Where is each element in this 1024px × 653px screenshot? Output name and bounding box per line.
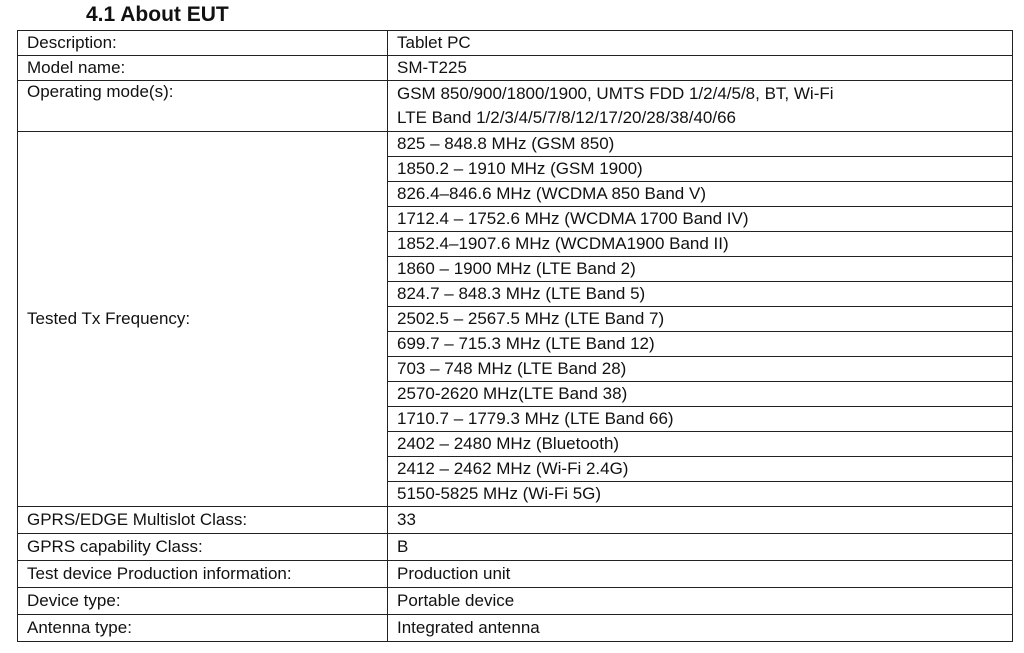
- model-value: SM-T225: [388, 56, 1013, 81]
- tx-frequency-label: Tested Tx Frequency:: [18, 132, 388, 507]
- tx-frequency-value: 1860 – 1900 MHz (LTE Band 2): [388, 257, 1013, 282]
- tx-frequency-value: 1710.7 – 1779.3 MHz (LTE Band 66): [388, 407, 1013, 432]
- operating-modes-line: LTE Band 1/2/3/4/5/7/8/12/17/20/28/38/40/66: [397, 108, 737, 127]
- table-row-multislot: [18, 507, 1013, 534]
- table-row-production: [18, 561, 1013, 588]
- operating-modes-value: [388, 81, 1013, 132]
- multislot-value: 33: [388, 507, 1013, 534]
- antenna-value: Integrated antenna: [388, 615, 1013, 642]
- table-row-operating-modes: [18, 81, 1013, 132]
- tx-frequency-value: 824.7 – 848.3 MHz (LTE Band 5): [388, 282, 1013, 307]
- operating-modes-label: Operating mode(s):: [18, 81, 388, 132]
- tx-frequency-value: 1852.4–1907.6 MHz (WCDMA1900 Band II): [388, 232, 1013, 257]
- production-value: Production unit: [388, 561, 1013, 588]
- eut-info-table: [17, 30, 1013, 642]
- table-row-antenna: [18, 615, 1013, 642]
- description-label: Description:: [18, 31, 388, 56]
- tx-frequency-value: 2412 – 2462 MHz (Wi-Fi 2.4G): [388, 457, 1013, 482]
- table-row-tx-frequency: [18, 132, 1013, 157]
- table-row-model: [18, 56, 1013, 81]
- tx-frequency-value: 2502.5 – 2567.5 MHz (LTE Band 7): [388, 307, 1013, 332]
- tx-frequency-value: 1712.4 – 1752.6 MHz (WCDMA 1700 Band IV): [388, 207, 1013, 232]
- tx-frequency-value: 1850.2 – 1910 MHz (GSM 1900): [388, 157, 1013, 182]
- tx-frequency-value: 825 – 848.8 MHz (GSM 850): [388, 132, 1013, 157]
- tx-frequency-value: 703 – 748 MHz (LTE Band 28): [388, 357, 1013, 382]
- description-value: Tablet PC: [388, 31, 1013, 56]
- table-row-description: [18, 31, 1013, 56]
- device-type-value: Portable device: [388, 588, 1013, 615]
- device-type-label: Device type:: [18, 588, 388, 615]
- tx-frequency-value: 826.4–846.6 MHz (WCDMA 850 Band V): [388, 182, 1013, 207]
- tx-frequency-value: 2570-2620 MHz(LTE Band 38): [388, 382, 1013, 407]
- tx-frequency-value: 5150-5825 MHz (Wi-Fi 5G): [388, 482, 1013, 507]
- model-label: Model name:: [18, 56, 388, 81]
- multislot-label: GPRS/EDGE Multislot Class:: [18, 507, 388, 534]
- table-row-gprs-class: [18, 534, 1013, 561]
- gprs-class-value: B: [388, 534, 1013, 561]
- production-label: Test device Production information:: [18, 561, 388, 588]
- tx-frequency-value: 699.7 – 715.3 MHz (LTE Band 12): [388, 332, 1013, 357]
- table-row-device-type: [18, 588, 1013, 615]
- tx-frequency-value: 2402 – 2480 MHz (Bluetooth): [388, 432, 1013, 457]
- section-title: 4.1 About EUT: [86, 3, 229, 26]
- gprs-class-label: GPRS capability Class:: [18, 534, 388, 561]
- operating-modes-line: GSM 850/900/1800/1900, UMTS FDD 1/2/4/5/8, BT, Wi-Fi: [397, 84, 834, 103]
- antenna-label: Antenna type:: [18, 615, 388, 642]
